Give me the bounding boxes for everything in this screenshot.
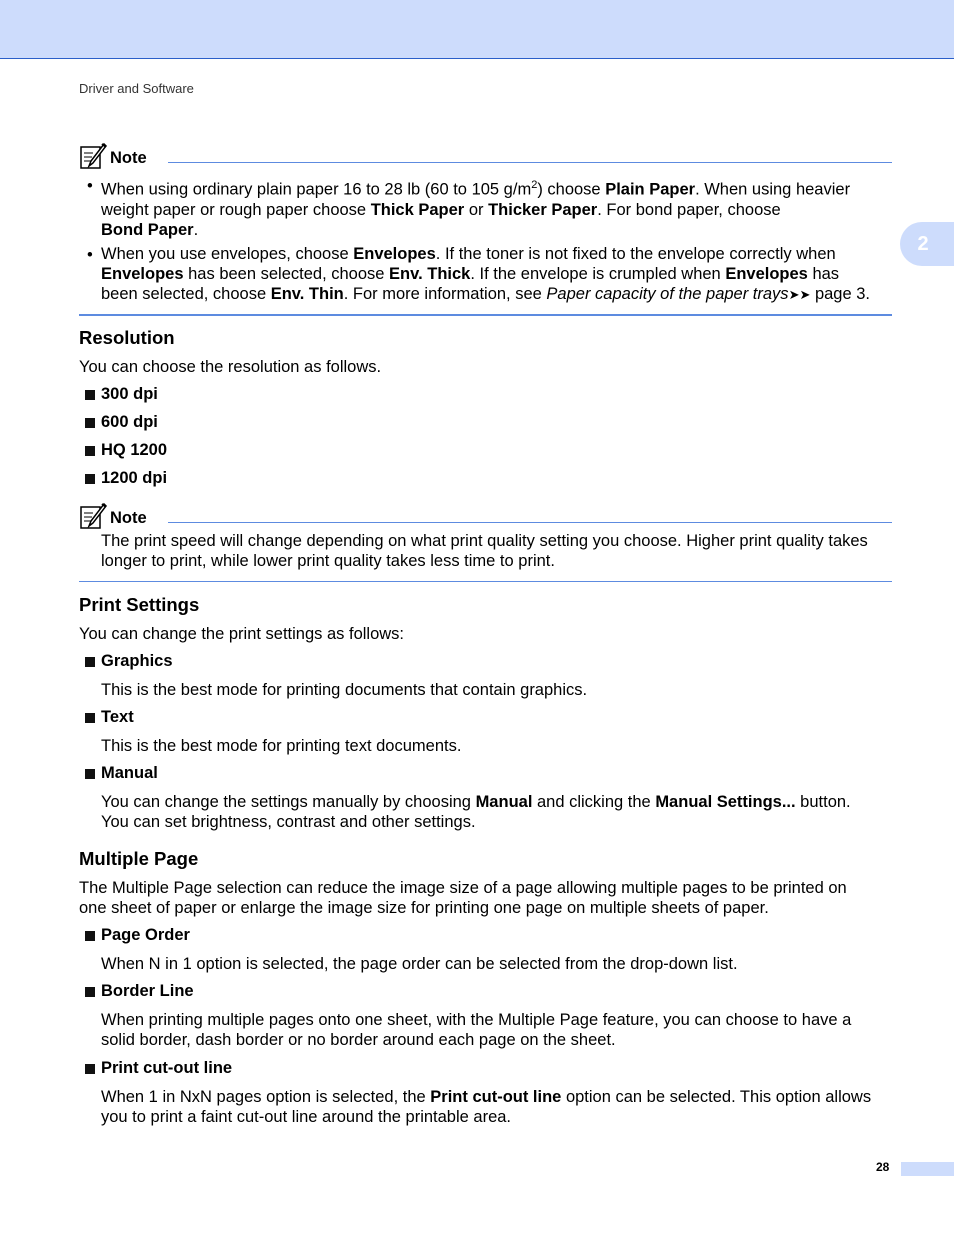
header-band	[0, 0, 954, 59]
text-desc: This is the best mode for printing text documents.	[101, 737, 462, 755]
graphics-label: Graphics	[101, 652, 173, 670]
manual-label: Manual	[101, 764, 158, 782]
note2-text: The print speed will change depending on what print quality setting you choose. Higher print quality takes longer to print, while lower print quality takes less time to print.	[101, 532, 868, 570]
bullet-square-icon	[85, 390, 95, 400]
bullet-square-icon	[85, 1064, 95, 1074]
note-header	[79, 502, 892, 532]
print-settings-intro: You can change the print settings as follows:	[79, 625, 405, 643]
note-label: Note	[110, 149, 147, 167]
bullet-square-icon	[85, 418, 95, 428]
note-rule	[168, 522, 892, 523]
bullet-square-icon	[85, 446, 95, 456]
border-line-label: Border Line	[101, 982, 194, 1000]
cutout-label: Print cut-out line	[101, 1059, 233, 1077]
note-label: Note	[110, 509, 147, 527]
resolution-heading: Resolution	[79, 327, 175, 348]
note1-bullet2: When you use envelopes, choose Envelopes. If the toner is not fixed to the envelope correctly when Envelopes has been selected, choose Env. Thick. If the envelope is crumpled when Envelopes has been selected, choose Env. Thin. For more information, see Paper capacity of the paper trays➤➤ page 3.	[101, 245, 870, 303]
manual-desc: You can change the settings manually by choosing Manual and clicking the Manual Settings... button. You can set brightness, contrast and other settings.	[101, 793, 851, 831]
resolution-item: 300 dpi	[101, 385, 158, 403]
bullet-square-icon	[85, 657, 95, 667]
bullet-dot: •	[87, 177, 93, 195]
resolution-item: 600 dpi	[101, 413, 158, 431]
note-pencil-icon	[79, 502, 107, 530]
note-rule	[168, 162, 892, 163]
note-end-rule	[79, 581, 892, 582]
graphics-desc: This is the best mode for printing documents that contain graphics.	[101, 681, 588, 699]
bullet-square-icon	[85, 713, 95, 723]
footer-band	[901, 1162, 954, 1176]
note-header	[79, 142, 892, 172]
page-order-desc: When N in 1 option is selected, the page order can be selected from the drop-down list.	[101, 955, 738, 973]
bullet-square-icon	[85, 931, 95, 941]
note-pencil-icon	[79, 142, 107, 170]
note-end-rule	[79, 314, 892, 316]
resolution-item: 1200 dpi	[101, 469, 168, 487]
chapter-tab[interactable]: 2	[900, 222, 954, 266]
paper-capacity-link[interactable]: Paper capacity of the paper trays	[546, 285, 789, 303]
multiple-page-intro: The Multiple Page selection can reduce the image size of a page allowing multiple pages to be printed on one sheet of paper or enlarge the image size for printing one page on multiple sheets of paper.	[79, 879, 847, 917]
multiple-page-heading: Multiple Page	[79, 848, 199, 869]
border-line-desc: When printing multiple pages onto one sheet, with the Multiple Page feature, you can choose to have a solid border, dash border or no border around each page on the sheet.	[101, 1011, 852, 1049]
resolution-intro: You can choose the resolution as follows.	[79, 358, 382, 376]
print-settings-heading: Print Settings	[79, 594, 200, 615]
bullet-square-icon	[85, 769, 95, 779]
bullet-dot: •	[87, 246, 93, 264]
note1-bullet1: When using ordinary plain paper 16 to 28 lb (60 to 105 $g/m^2$) choose Plain Paper. When using heavier weight paper or rough paper choose Thick Paper or Thicker Paper. For bond paper, choose Bond Paper.	[101, 179, 851, 239]
resolution-item: HQ 1200	[101, 441, 168, 459]
bullet-square-icon	[85, 987, 95, 997]
bullet-square-icon	[85, 474, 95, 484]
page-number: 28	[876, 1160, 890, 1174]
double-arrow-icon: ➤➤	[788, 287, 811, 302]
text-label: Text	[101, 708, 134, 726]
cutout-desc: When 1 in NxN pages option is selected, the Print cut-out line option can be selected. This option allows you to print a faint cut-out line around the printable area.	[101, 1088, 872, 1126]
running-title: Driver and Software	[79, 81, 194, 96]
page-order-label: Page Order	[101, 926, 190, 944]
